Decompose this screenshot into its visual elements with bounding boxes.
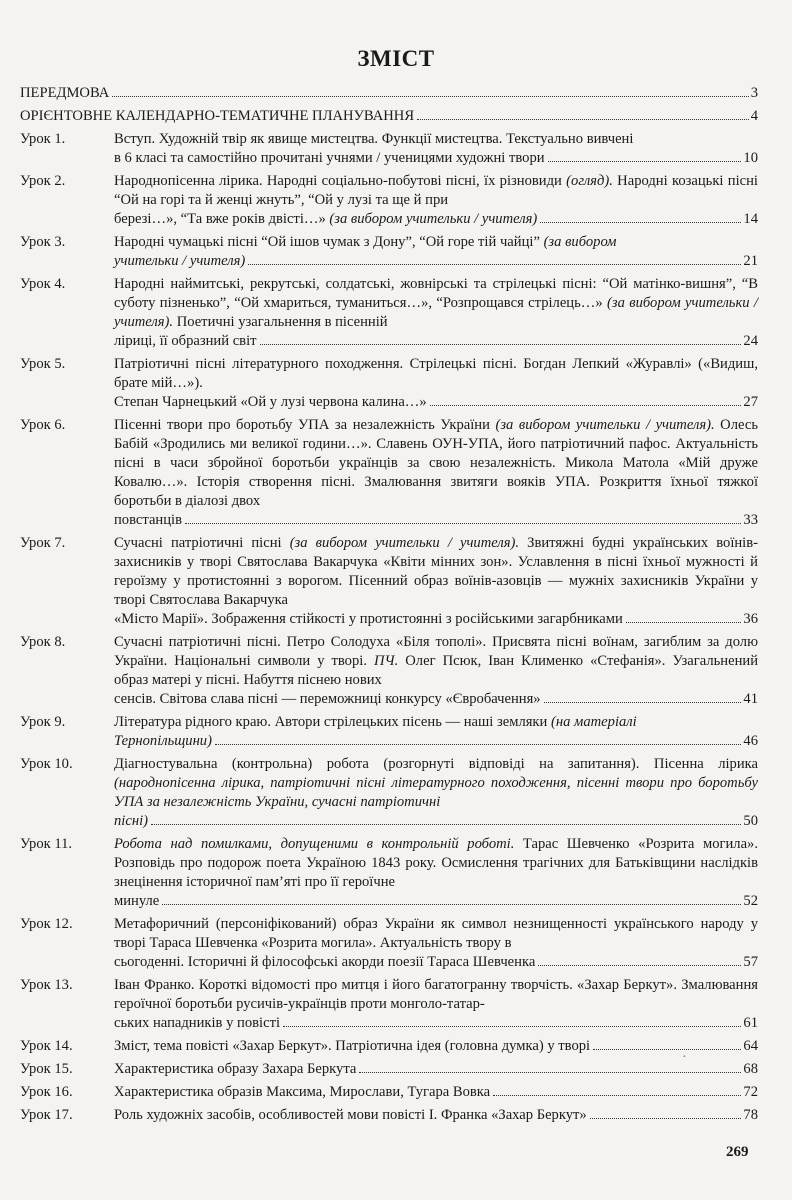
lesson-page: 36 <box>743 611 758 627</box>
leader-dots <box>248 264 741 265</box>
lesson-text-segment: Тернопільщини) <box>114 733 212 749</box>
leader-dots <box>215 744 741 745</box>
lesson-label: Урок 1. <box>20 131 66 147</box>
lesson-text-segment: Олег Псюк, Іван Клименко «Стефанія». Узагальнений образ матері у пісні. Набуття піснею нових <box>114 653 759 688</box>
toc-lesson-row[interactable] <box>20 416 758 530</box>
lesson-page: 64 <box>743 1038 758 1054</box>
lesson-text-segment: Діагностувальна (контрольна) робота (розгорнуті відповіді на запитання). Пісенна лірика <box>114 756 758 772</box>
lesson-last-line <box>114 393 758 412</box>
lesson-page: 21 <box>743 253 758 269</box>
lesson-description <box>114 713 758 751</box>
toc-lesson-row[interactable] <box>20 713 758 751</box>
lesson-label: Урок 4. <box>20 276 66 292</box>
lesson-text-segment: Сучасні патріотичні пісні. Петро Солодуха «Біля тополі». Присвята пісні воїнам, загиблим за долю України. Національні символи у творі. <box>114 634 758 669</box>
lesson-text-segment: ських нападників у повісті <box>114 1015 280 1031</box>
lesson-page: 27 <box>743 394 758 410</box>
lesson-text-segment <box>114 1037 590 1056</box>
lesson-label: Урок 3. <box>20 234 66 250</box>
lesson-text-segment: (за вибором учительки / учителя). <box>489 417 715 433</box>
lesson-last-line <box>114 1083 758 1102</box>
lesson-text-segment <box>114 511 182 530</box>
lesson-text-segment <box>114 953 535 972</box>
lesson-description <box>114 1106 758 1125</box>
lesson-label: Урок 14. <box>20 1038 73 1054</box>
lesson-text-segment: Степан Чарнецький «Ой у лузі червона калина…» <box>114 394 427 410</box>
lesson-page: 14 <box>743 211 758 227</box>
leader-dots <box>185 523 741 524</box>
lesson-text-segment: пісні) <box>114 813 148 829</box>
lesson-label: Урок 7. <box>20 535 66 551</box>
lesson-page: 52 <box>743 893 758 909</box>
leader-dots <box>548 161 742 162</box>
lesson-text-segment: Поетичні узагальнення в пісенній <box>173 314 388 330</box>
lesson-text-segment <box>114 732 212 751</box>
lesson-label: Урок 6. <box>20 417 66 433</box>
leader-dots <box>283 1026 741 1027</box>
toc-lesson-row[interactable] <box>20 355 758 412</box>
lesson-text-segment: (народнопісенна лірика, патріотичні пісні літературного походження, пісенні твори про боротьбу УПА за незалежність України, сучасні патріотичні <box>114 775 758 810</box>
leader-dots <box>540 222 741 223</box>
lesson-text-segment: Характеристика образу Захара Беркута <box>114 1061 357 1077</box>
lesson-label: Урок 17. <box>20 1107 73 1123</box>
toc-lesson-row[interactable] <box>20 755 758 831</box>
lesson-page: 10 <box>743 150 758 166</box>
lesson-text-segment <box>114 610 623 629</box>
toc-lesson-row[interactable] <box>20 835 758 911</box>
leader-dots <box>593 1049 741 1050</box>
lesson-text-segment: Тарас Шевченко «Розрита могила». Розповідь про подорож поета Україною 1843 року. Осмислення трагічних для Батьківщини наслідків знецінення історичної пам’яті про її героїчне <box>114 836 758 890</box>
lesson-last-line <box>114 690 758 709</box>
lesson-text-segment: Народні наймитські, рекрутські, солдатські, жовнірські та стрілецькі пісні: “Ой матінко-вишня”, “В суботу пізненько”, “Ой хмариться, туманиться…», “Розпрощався стрілець…» <box>114 276 758 311</box>
toc-entry-planning[interactable] <box>20 107 758 126</box>
lesson-text-segment <box>114 1106 587 1125</box>
lesson-text-segment: (огляд). <box>561 173 613 189</box>
lesson-text-segment: (на матеріалі <box>547 714 637 730</box>
lesson-text-segment: Сучасні патріотичні пісні <box>114 535 282 551</box>
lesson-text-segment: Література рідного краю. Автори стрілецьких пісень — наші земляки <box>114 714 548 730</box>
lesson-label: Урок 9. <box>20 714 66 730</box>
lesson-text-segment: Пісенні твори про боротьбу УПА за незалежність України <box>114 417 490 433</box>
lesson-text-segment <box>114 252 245 271</box>
lesson-page: 57 <box>743 954 758 970</box>
leader-dots <box>430 405 742 406</box>
lesson-description <box>114 1060 758 1079</box>
leader-dots <box>538 965 741 966</box>
lesson-text-segment <box>114 1060 356 1079</box>
lesson-description <box>114 633 758 709</box>
lesson-last-line <box>114 1037 758 1056</box>
lesson-description <box>114 1037 758 1056</box>
lesson-text-segment <box>114 812 148 831</box>
lesson-description <box>114 233 758 271</box>
lesson-label: Урок 16. <box>20 1084 73 1100</box>
table-of-contents <box>20 84 758 1125</box>
lesson-text-segment: Народні козацькі пісні “Ой на горі та й женці жнуть”, “Ой у лузі та ще й при <box>114 173 758 208</box>
lesson-last-line <box>114 1106 758 1125</box>
lesson-text-segment: ПЧ. <box>366 653 399 669</box>
lesson-last-line <box>114 1060 758 1079</box>
lesson-text-segment: сенсів. Світова слава пісні — переможниці конкурсу «Євробачення» <box>114 691 541 707</box>
lesson-text-segment: Робота над помилками, допущеними в контрольній роботі. <box>114 836 515 852</box>
toc-lesson-row[interactable] <box>20 1106 758 1125</box>
toc-lesson-row[interactable] <box>20 976 758 1033</box>
lesson-last-line <box>114 812 758 831</box>
toc-lesson-row[interactable] <box>20 1083 758 1102</box>
leader-dots <box>544 702 742 703</box>
lesson-page: 50 <box>743 813 758 829</box>
lesson-last-line <box>114 732 758 751</box>
lesson-last-line <box>114 332 758 351</box>
lesson-text-segment: Народні чумацькі пісні “Ой ішов чумак з Дону”, “Ой горе тій чайці” <box>114 234 540 250</box>
toc-entry-page: 3 <box>750 85 758 101</box>
lesson-text-segment: березі…», “Та вже років двісті…» <box>114 211 326 227</box>
lesson-text-segment: (за вибором <box>539 234 617 250</box>
lesson-page: 24 <box>743 333 758 349</box>
lesson-text-segment: сьогоденні. Історичні й філософські акорди поезії Тараса Шевченка <box>114 954 536 970</box>
lesson-text-segment: Патріотичні пісні літературного походження. Стрілецькі пісні. Богдан Лепкий «Журавлі» («Видиш, брате мій…»). <box>114 356 758 391</box>
toc-entry-text: ОРІЄНТОВНЕ КАЛЕНДАРНО-ТЕМАТИЧНЕ ПЛАНУВАННЯ <box>20 108 415 124</box>
leader-dots <box>260 344 742 345</box>
lesson-text-segment: ліриці, її образний світ <box>114 333 257 349</box>
toc-lesson-row[interactable] <box>20 1060 758 1079</box>
lesson-last-line <box>114 892 758 911</box>
lesson-text-segment <box>114 1083 490 1102</box>
toc-entry-page: 4 <box>750 108 758 124</box>
lesson-label: Урок 15. <box>20 1061 73 1077</box>
lesson-text-segment: (за вибором учительки / учителя) <box>325 211 538 227</box>
page-title: ЗМІСТ <box>357 46 435 71</box>
page-number: 269 <box>726 1144 749 1160</box>
leader-dots <box>359 1072 741 1073</box>
lesson-text-segment <box>114 892 159 911</box>
lesson-label: Урок 11. <box>20 836 73 852</box>
lesson-text-segment: Роль художніх засобів, особливостей мови повісті І. Франка «Захар Беркут» <box>114 1107 587 1123</box>
leader-dots <box>151 824 741 825</box>
lesson-page: 46 <box>743 733 758 749</box>
lesson-last-line <box>114 252 758 271</box>
leader-dots <box>590 1118 742 1119</box>
lesson-label: Урок 8. <box>20 634 66 650</box>
lesson-page: 72 <box>743 1084 758 1100</box>
lesson-text-segment <box>114 332 257 351</box>
lesson-text-segment: учительки / учителя) <box>114 253 246 269</box>
lesson-text-segment: повстанців <box>114 512 182 528</box>
toc-lesson-row[interactable] <box>20 233 758 271</box>
lesson-text-segment <box>114 210 537 229</box>
lesson-page: 41 <box>743 691 758 707</box>
lesson-description <box>114 755 758 831</box>
lesson-page: 61 <box>743 1015 758 1031</box>
lesson-last-line <box>114 610 758 629</box>
lesson-description <box>114 1083 758 1102</box>
lesson-text-segment: (за вибором учительки / учителя). <box>281 535 520 551</box>
leader-dots <box>626 622 742 623</box>
toc-lesson-row[interactable] <box>20 130 758 168</box>
leader-dots <box>417 119 749 120</box>
lesson-text-segment: Характеристика образів Максима, Мирослави, Тугара Вовка <box>114 1084 491 1100</box>
lesson-label: Урок 12. <box>20 916 73 932</box>
lesson-text-segment <box>114 690 541 709</box>
toc-lesson-row[interactable] <box>20 1037 758 1056</box>
lesson-text-segment: Іван Франко. Короткі відомості про митця і його багатогранну творчість. «Захар Беркут». Змалювання героїчної боротьби русичів-українців проти монголо-татар- <box>114 977 758 1012</box>
lesson-text-segment: Олесь Бабій «Зродились ми великої години…». Славень ОУН-УПА, його патріотичний пафос. Актуальність пісні в часи збройної боротьби українців за свою незалежність. Микола Матола «Мій друже Ковалю…». Історія створення пісні. Змалювання звитяги вояків УПА. Розкриття їхньої тяжкої боротьби в діалозі двох <box>114 417 758 509</box>
toc-lesson-row[interactable] <box>20 534 758 629</box>
lesson-last-line <box>114 1014 758 1033</box>
lesson-text-segment: Народнопісенна лірика. Народні соціально-побутові пісні, їх різновиди <box>114 173 562 189</box>
lesson-text-segment: Метафоричний (персоніфікований) образ України як символ незнищенності українського народу у творі Тараса Шевченка «Розрита могила». Актуальність твору в <box>114 916 758 951</box>
lesson-list <box>20 130 758 1125</box>
lesson-text-segment <box>114 1014 280 1033</box>
toc-lesson-row[interactable] <box>20 915 758 972</box>
lesson-text-segment: «Місто Марії». Зображення стійкості у протистоянні з російськими загарбниками <box>114 611 623 627</box>
leader-dots <box>112 96 748 97</box>
lesson-text-segment: в 6 класі та самостійно прочитані учнями / ученицями художні твори <box>114 150 545 166</box>
lesson-text-segment: Зміст, тема повісті «Захар Беркут». Патріотична ідея (головна думка) у творі <box>114 1038 591 1054</box>
lesson-last-line <box>114 149 758 168</box>
toc-lesson-row[interactable] <box>20 275 758 351</box>
lesson-description <box>114 534 758 629</box>
lesson-last-line <box>114 511 758 530</box>
lesson-description <box>114 835 758 911</box>
lesson-description <box>114 915 758 972</box>
lesson-page: 78 <box>743 1107 758 1123</box>
lesson-description <box>114 275 758 351</box>
toc-lesson-row[interactable] <box>20 633 758 709</box>
lesson-label: Урок 2. <box>20 173 66 189</box>
lesson-text-segment: Вступ. Художній твір як явище мистецтва. Функції мистецтва. Текстуально вивчені <box>114 131 634 147</box>
leader-dots <box>162 904 741 905</box>
lesson-description <box>114 976 758 1033</box>
lesson-page: 33 <box>743 512 758 528</box>
lesson-page: 68 <box>743 1061 758 1077</box>
lesson-description <box>114 172 758 229</box>
stray-mark: · <box>682 1050 687 1065</box>
leader-dots <box>493 1095 741 1096</box>
lesson-description <box>114 416 758 530</box>
lesson-text-segment <box>114 393 427 412</box>
lesson-last-line <box>114 210 758 229</box>
lesson-label: Урок 10. <box>20 756 73 772</box>
lesson-text-segment: Звитяжні будні українських воїнів-захисників у творі Святослава Вакарчука «Квіти мінних зон». Уславлення в пісні їхньої мужності й героїзму у протистоянні з ворогом. Пісенний образ воїнів-азовців — мужніх захисників України у творі Святослава Вакарчука <box>114 535 758 608</box>
lesson-last-line <box>114 953 758 972</box>
lesson-label: Урок 5. <box>20 356 66 372</box>
toc-lesson-row[interactable] <box>20 172 758 229</box>
lesson-label: Урок 13. <box>20 977 73 993</box>
lesson-description <box>114 355 758 412</box>
toc-entry-preface[interactable] <box>20 84 758 103</box>
lesson-text-segment: минуле <box>114 893 160 909</box>
lesson-text-segment <box>114 149 545 168</box>
toc-entry-text: ПЕРЕДМОВА <box>20 85 110 101</box>
lesson-description <box>114 130 758 168</box>
lesson-text-segment: (за вибором учительки / учителя). <box>114 295 758 330</box>
